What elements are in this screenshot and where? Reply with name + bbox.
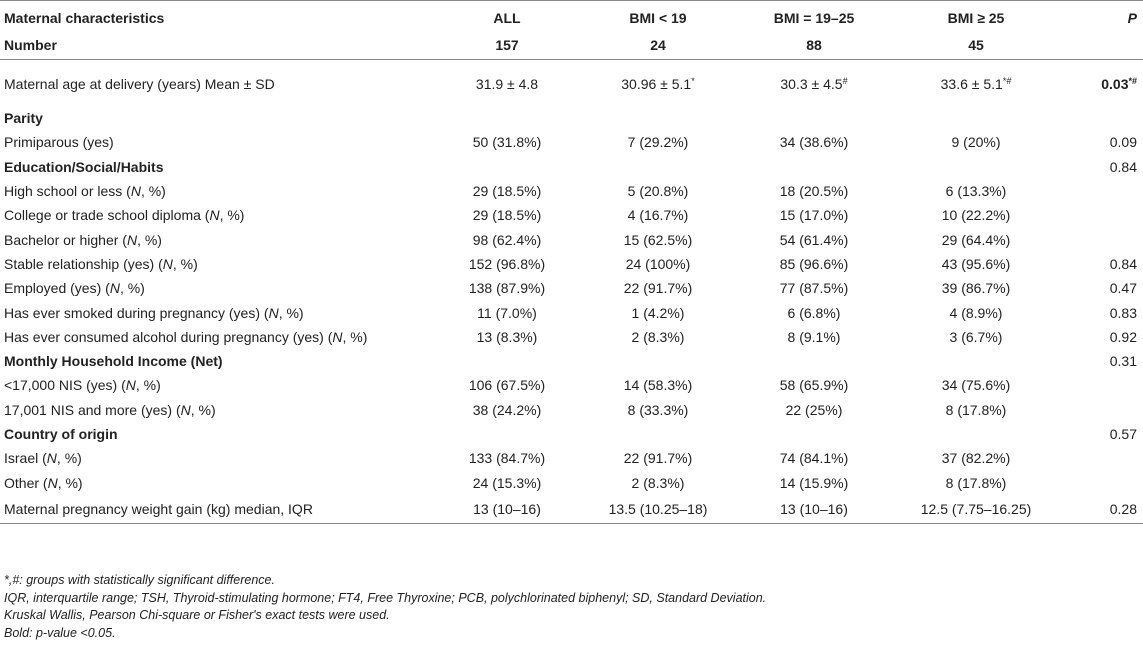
cell-bmi-19-25 — [734, 252, 894, 276]
row-label: College or trade school diploma (N, %) — [4, 207, 245, 224]
p-value: 0.09 — [1109, 134, 1137, 151]
cell-bmi-ge25-value: 43 (95.6%) — [941, 255, 1011, 272]
cell-all-value: 98 (62.4%) — [472, 231, 542, 248]
cell-bmi-ge25-value: 3 (6.7%) — [949, 328, 1003, 345]
cell-p-value — [1058, 300, 1143, 324]
table-row — [0, 325, 1143, 349]
cell-bmi-ge25-value: 6 (13.3%) — [945, 183, 1007, 200]
cell-bmi-19-25 — [734, 276, 894, 300]
section-row — [0, 422, 1143, 446]
p-value: 0.03 — [1101, 76, 1129, 92]
cell-p-value — [1058, 349, 1143, 373]
row-label: Primiparous (yes) — [4, 134, 114, 151]
cell-bmi-19-25-value: 8 (9.1%) — [787, 328, 841, 345]
cell-bmi-lt19-value: 15 (62.5%) — [623, 231, 693, 248]
cell-bmi-ge25 — [894, 300, 1058, 324]
table-row — [0, 300, 1143, 324]
cell-bmi-lt19 — [582, 155, 734, 179]
row-label: 17,001 NIS and more (yes) (N, %) — [4, 401, 216, 418]
cell-bmi-ge25 — [894, 446, 1058, 470]
cell-bmi-19-25 — [734, 373, 894, 397]
cell-bmi-19-25-value: 15 (17.0%) — [779, 207, 849, 224]
cell-all-value: 29 (18.5%) — [472, 183, 542, 200]
header-number-all: 157 — [432, 31, 582, 60]
cell-bmi-ge25 — [894, 130, 1058, 154]
cell-bmi-lt19-value: 14 (58.3%) — [623, 377, 693, 394]
cell-bmi-19-25-value: 30.3 ± 4.5 — [780, 76, 843, 92]
cell-bmi-lt19 — [582, 60, 734, 107]
cell-all — [432, 495, 582, 524]
footnote-bold: Bold: p-value <0.05. — [4, 625, 116, 640]
header-number-p — [1058, 31, 1143, 60]
section-row — [0, 349, 1143, 373]
row-label: Maternal age at delivery (years) Mean ± SD — [4, 76, 275, 92]
header-row-titles — [0, 1, 1143, 32]
header-row-numbers — [0, 31, 1143, 60]
cell-p-value — [1058, 422, 1143, 446]
table-row — [0, 446, 1143, 470]
cell-all — [432, 227, 582, 251]
cell-bmi-ge25-value: 34 (75.6%) — [941, 377, 1011, 394]
row-label: Maternal pregnancy weight gain (kg) median, IQR — [0, 495, 432, 524]
section-row — [0, 155, 1143, 179]
header-bmi-ge25: BMI ≥ 25 — [894, 1, 1058, 32]
header-bmi-lt19: BMI < 19 — [582, 1, 734, 32]
cell-bmi-lt19 — [582, 130, 734, 154]
table-header — [0, 1, 1143, 60]
cell-all-value: 133 (84.7%) — [468, 450, 546, 467]
cell-bmi-ge25 — [894, 349, 1058, 373]
cell-bmi-ge25 — [894, 276, 1058, 300]
cell-all-value: 29 (18.5%) — [472, 207, 542, 224]
cell-all — [432, 470, 582, 494]
cell-bmi-lt19-value: 2 (8.3%) — [631, 474, 685, 491]
cell-bmi-19-25-value: 77 (87.5%) — [779, 280, 849, 297]
cell-bmi-ge25-value: 39 (86.7%) — [941, 280, 1011, 297]
cell-bmi-19-25-value: 22 (25%) — [785, 401, 843, 418]
cell-bmi-lt19 — [582, 276, 734, 300]
cell-all — [432, 325, 582, 349]
row-label: Employed (yes) (N, %) — [4, 280, 145, 297]
cell-bmi-ge25 — [894, 470, 1058, 494]
cell-all-value: 31.9 ± 4.8 — [475, 76, 539, 92]
cell-bmi-19-25 — [734, 470, 894, 494]
cell-bmi-ge25 — [894, 179, 1058, 203]
cell-bmi-ge25 — [894, 325, 1058, 349]
cell-all-value: 24 (15.3%) — [472, 474, 542, 491]
cell-bmi-ge25 — [894, 495, 1058, 524]
footnote-significance: *,#: groups with statistically significant difference. — [4, 573, 275, 587]
cell-p-value — [1058, 60, 1143, 107]
cell-all-value: 13 (8.3%) — [476, 328, 538, 345]
significance-marker: # — [842, 76, 848, 86]
cell-bmi-lt19 — [582, 398, 734, 422]
footnote-tests: Kruskal Wallis, Pearson Chi-square or Fisher's exact tests were used. — [4, 608, 390, 622]
p-value: 0.84 — [1109, 158, 1137, 175]
cell-bmi-ge25 — [894, 155, 1058, 179]
table-body — [0, 60, 1143, 524]
table-footnotes — [4, 572, 766, 642]
cell-bmi-19-25-value: 14 (15.9%) — [779, 474, 849, 491]
cell-p-value — [1058, 155, 1143, 179]
cell-all — [432, 373, 582, 397]
cell-bmi-ge25 — [894, 398, 1058, 422]
table-row — [0, 60, 1143, 107]
cell-bmi-lt19-value: 24 (100%) — [625, 255, 691, 272]
cell-bmi-19-25-value: 13 (10–16) — [780, 500, 848, 517]
section-label: Monthly Household Income (Net) — [4, 353, 223, 370]
cell-bmi-19-25-value: 54 (61.4%) — [779, 231, 849, 248]
cell-all — [432, 422, 582, 446]
cell-all-value: 152 (96.8%) — [468, 255, 546, 272]
table-row — [0, 470, 1143, 494]
cell-bmi-ge25 — [894, 422, 1058, 446]
p-value: 0.47 — [1109, 280, 1137, 297]
cell-bmi-lt19 — [582, 422, 734, 446]
cell-all-value: 50 (31.8%) — [472, 134, 542, 151]
p-value: 0.31 — [1109, 353, 1137, 370]
cell-bmi-ge25-value: 8 (17.8%) — [945, 474, 1007, 491]
table-row — [0, 398, 1143, 422]
cell-bmi-ge25-value: 4 (8.9%) — [949, 304, 1003, 321]
row-label: Bachelor or higher (N, %) — [4, 231, 162, 248]
table-row — [0, 227, 1143, 251]
cell-bmi-lt19 — [582, 325, 734, 349]
section-label: Education/Social/Habits — [4, 158, 164, 175]
cell-p-value — [1058, 325, 1143, 349]
cell-bmi-lt19-value: 5 (20.8%) — [627, 183, 689, 200]
cell-bmi-lt19 — [582, 106, 734, 130]
cell-all — [432, 349, 582, 373]
cell-bmi-ge25-value: 37 (82.2%) — [941, 450, 1011, 467]
cell-bmi-19-25-value: 58 (65.9%) — [779, 377, 849, 394]
cell-bmi-19-25 — [734, 398, 894, 422]
cell-bmi-lt19-value: 4 (16.7%) — [627, 207, 689, 224]
cell-bmi-ge25-value: 29 (64.4%) — [941, 231, 1011, 248]
row-label: Stable relationship (yes) (N, %) — [4, 255, 198, 272]
table-row — [0, 179, 1143, 203]
header-number-bmi-19-25: 88 — [734, 31, 894, 60]
cell-p-value — [1058, 446, 1143, 470]
significance-marker: *# — [1002, 76, 1012, 86]
cell-bmi-ge25 — [894, 252, 1058, 276]
cell-p-value — [1058, 106, 1143, 130]
cell-all — [432, 60, 582, 107]
header-p-value: P — [1058, 1, 1143, 32]
header-number-bmi-lt19: 24 — [582, 31, 734, 60]
cell-p-value — [1058, 252, 1143, 276]
table-row — [0, 495, 1143, 524]
header-number-bmi-ge25: 45 — [894, 31, 1058, 60]
cell-all — [432, 130, 582, 154]
cell-bmi-19-25-value: 6 (6.8%) — [787, 304, 841, 321]
cell-p-value — [1058, 130, 1143, 154]
cell-bmi-lt19 — [582, 300, 734, 324]
p-value: 0.28 — [1109, 500, 1137, 517]
cell-bmi-lt19 — [582, 470, 734, 494]
cell-bmi-19-25-value: 74 (84.1%) — [779, 450, 849, 467]
row-label: Israel (N, %) — [4, 450, 82, 467]
p-value: 0.83 — [1109, 304, 1137, 321]
cell-bmi-19-25-value: 34 (38.6%) — [779, 134, 849, 151]
cell-all — [432, 106, 582, 130]
cell-bmi-19-25 — [734, 106, 894, 130]
p-value: 0.84 — [1109, 255, 1137, 272]
cell-bmi-19-25 — [734, 495, 894, 524]
row-label: High school or less (N, %) — [4, 183, 166, 200]
cell-bmi-lt19-value: 8 (33.3%) — [627, 401, 689, 418]
cell-bmi-lt19 — [582, 446, 734, 470]
cell-bmi-19-25 — [734, 325, 894, 349]
header-all: ALL — [432, 1, 582, 32]
cell-all — [432, 179, 582, 203]
cell-bmi-19-25 — [734, 155, 894, 179]
cell-p-value — [1058, 276, 1143, 300]
row-label: Other (N, %) — [4, 474, 83, 491]
cell-bmi-ge25-value: 12.5 (7.75–16.25) — [920, 500, 1032, 517]
cell-bmi-19-25 — [734, 179, 894, 203]
cell-all — [432, 276, 582, 300]
cell-p-value — [1058, 470, 1143, 494]
cell-bmi-lt19 — [582, 373, 734, 397]
cell-bmi-lt19 — [582, 495, 734, 524]
header-number-label: Number — [0, 31, 432, 60]
cell-bmi-ge25-value: 8 (17.8%) — [945, 401, 1007, 418]
significance-marker: * — [691, 76, 695, 86]
cell-bmi-lt19 — [582, 252, 734, 276]
cell-p-value — [1058, 227, 1143, 251]
p-significance-marker: *# — [1128, 76, 1137, 86]
cell-bmi-19-25 — [734, 130, 894, 154]
table-row — [0, 373, 1143, 397]
cell-all-value: 13 (10–16) — [473, 500, 541, 517]
cell-all — [432, 446, 582, 470]
cell-p-value — [1058, 495, 1143, 524]
cell-bmi-ge25 — [894, 60, 1058, 107]
cell-all-value: 11 (7.0%) — [477, 304, 537, 321]
cell-bmi-lt19-value: 1 (4.2%) — [631, 304, 685, 321]
cell-all — [432, 252, 582, 276]
cell-bmi-ge25 — [894, 227, 1058, 251]
cell-bmi-19-25 — [734, 349, 894, 373]
cell-all — [432, 155, 582, 179]
cell-bmi-ge25-value: 9 (20%) — [951, 134, 1001, 151]
cell-bmi-19-25 — [734, 446, 894, 470]
footnote-abbreviations: IQR, interquartile range; TSH, Thyroid-stimulating hormone; FT4, Free Thyroxine; PCB, polychlorinated biphenyl; SD, Standard Deviation. — [4, 590, 767, 605]
row-label: <17,000 NIS (yes) (N, %) — [4, 377, 161, 394]
cell-all — [432, 398, 582, 422]
cell-bmi-ge25 — [894, 373, 1058, 397]
cell-bmi-lt19 — [582, 179, 734, 203]
cell-all — [432, 300, 582, 324]
cell-bmi-lt19 — [582, 227, 734, 251]
cell-bmi-19-25-value: 85 (96.6%) — [779, 255, 849, 272]
cell-bmi-lt19-value: 30.96 ± 5.1 — [621, 76, 692, 92]
cell-bmi-19-25 — [734, 422, 894, 446]
cell-bmi-ge25 — [894, 106, 1058, 130]
cell-bmi-19-25 — [734, 203, 894, 227]
row-label: Has ever smoked during pregnancy (yes) (N, %) — [4, 304, 304, 321]
cell-bmi-lt19 — [582, 203, 734, 227]
cell-all-value: 106 (67.5%) — [468, 377, 546, 394]
cell-bmi-ge25 — [894, 203, 1058, 227]
cell-p-value — [1058, 179, 1143, 203]
p-value: 0.57 — [1109, 426, 1137, 442]
header-bmi-19-25: BMI = 19–25 — [734, 1, 894, 32]
section-row — [0, 106, 1143, 130]
cell-p-value — [1058, 398, 1143, 422]
cell-p-value — [1058, 203, 1143, 227]
cell-bmi-19-25 — [734, 60, 894, 107]
cell-bmi-lt19-value: 22 (91.7%) — [623, 280, 693, 297]
cell-bmi-19-25-value: 18 (20.5%) — [779, 183, 849, 200]
p-value: 0.92 — [1109, 328, 1137, 345]
cell-bmi-ge25-value: 10 (22.2%) — [941, 207, 1011, 224]
cell-all-value: 138 (87.9%) — [468, 280, 546, 297]
cell-all-value: 38 (24.2%) — [472, 401, 542, 418]
table-row — [0, 130, 1143, 154]
table-row — [0, 252, 1143, 276]
section-label: Country of origin — [4, 426, 118, 442]
row-label: Has ever consumed alcohol during pregnancy (yes) (N, %) — [4, 328, 368, 345]
cell-bmi-lt19-value: 7 (29.2%) — [627, 134, 689, 151]
cell-bmi-ge25-value: 33.6 ± 5.1 — [940, 76, 1003, 92]
cell-bmi-lt19-value: 22 (91.7%) — [623, 450, 693, 467]
cell-p-value — [1058, 373, 1143, 397]
cell-bmi-lt19-value: 2 (8.3%) — [631, 328, 685, 345]
section-label: Parity — [4, 110, 43, 127]
cell-bmi-lt19 — [582, 349, 734, 373]
table-row — [0, 276, 1143, 300]
cell-all — [432, 203, 582, 227]
header-characteristics: Maternal characteristics — [0, 1, 432, 32]
cell-bmi-19-25 — [734, 227, 894, 251]
cell-bmi-lt19-value: 13.5 (10.25–18) — [608, 500, 708, 517]
cell-bmi-19-25 — [734, 300, 894, 324]
table-row — [0, 203, 1143, 227]
